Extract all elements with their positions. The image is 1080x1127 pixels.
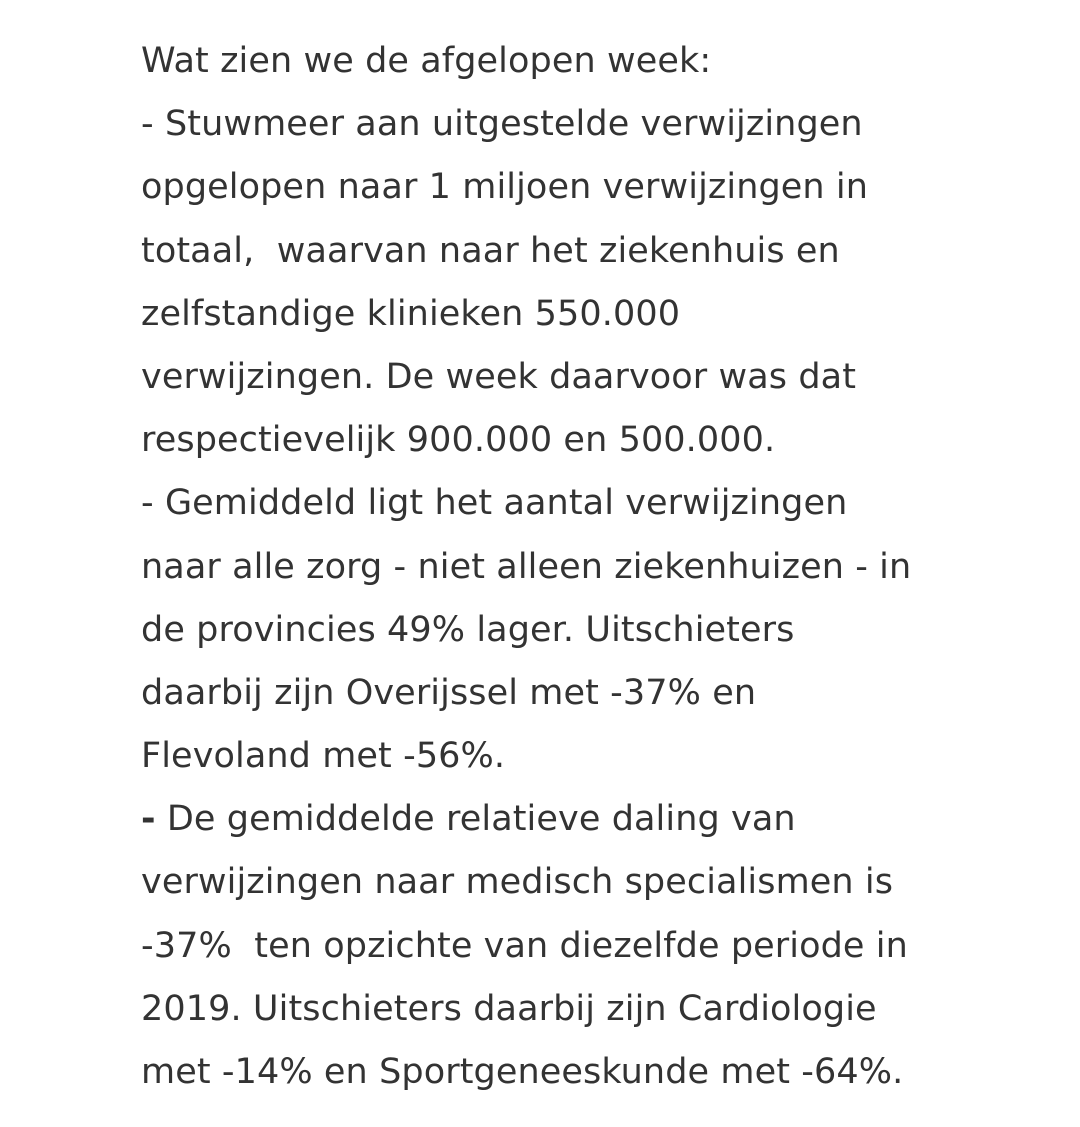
text-line: 2019. Uitschieters daarbij zijn Cardiologie <box>141 988 877 1029</box>
list-item-stuwmeer <box>141 93 1041 472</box>
text-line: totaal, waarvan naar het ziekenhuis en <box>141 230 840 271</box>
text-line: - Gemiddeld ligt het aantal verwijzingen <box>141 483 848 524</box>
bullet-dash: - <box>141 799 156 840</box>
article-heading: Wat zien we de afgelopen week: <box>141 41 712 81</box>
text-line <box>141 788 1041 851</box>
text-line: respectievelijk 900.000 en 500.000. <box>141 420 776 461</box>
article-text <box>141 30 1041 1104</box>
text-line: de provincies 49% lager. Uitschieters <box>141 609 795 650</box>
text-line: naar alle zorg - niet alleen ziekenhuizen - in <box>141 546 912 587</box>
list-item-specialismen <box>141 788 1041 1104</box>
text-line: -37% ten opzichte van diezelfde periode in <box>141 925 908 966</box>
text-line: verwijzingen naar medisch specialismen is <box>141 862 894 903</box>
text-line: zelfstandige klinieken 550.000 <box>141 293 681 334</box>
text-line: daarbij zijn Overijssel met -37% en <box>141 672 757 713</box>
text-line: verwijzingen. De week daarvoor was dat <box>141 356 857 397</box>
text-line: - Stuwmeer aan uitgestelde verwijzingen <box>141 104 863 145</box>
list-item-provincies <box>141 472 1041 788</box>
text-line: met -14% en Sportgeneeskunde met -64%. <box>141 1052 904 1092</box>
text-line: Flevoland met -56%. <box>141 736 506 777</box>
text-segment: De gemiddelde relatieve daling van <box>155 799 796 840</box>
text-line: opgelopen naar 1 miljoen verwijzingen in <box>141 167 869 208</box>
